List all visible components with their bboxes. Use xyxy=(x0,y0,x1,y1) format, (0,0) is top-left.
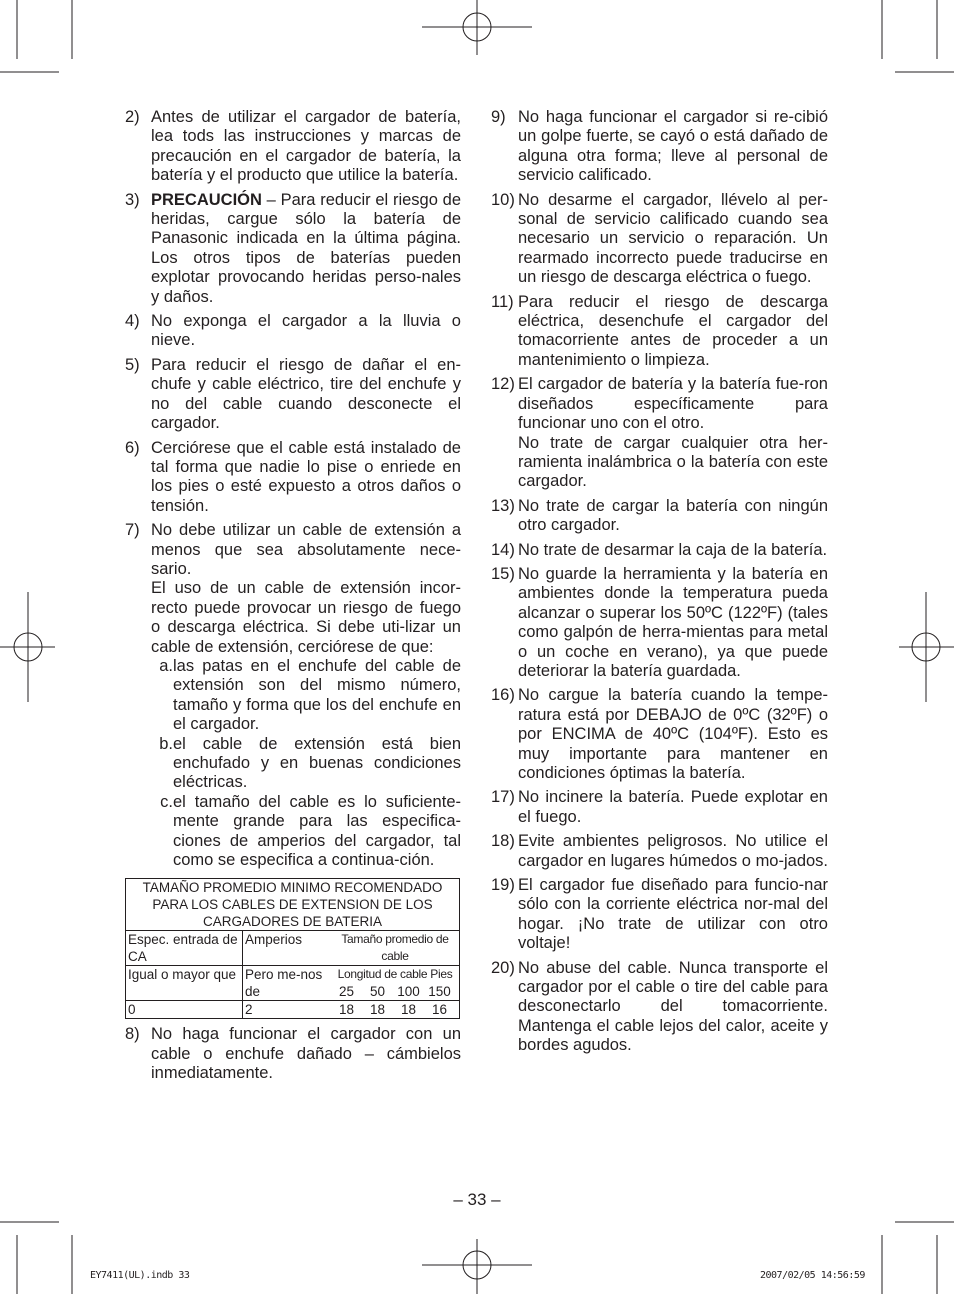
item-number: 15) xyxy=(491,564,515,583)
item-text: No trate de cargar la batería con ningún otro cargador. xyxy=(518,496,828,535)
item-text: No cargue la batería cuando la tempe-ratura está por DEBAJO de 0ºC (32ºF) o por ENCIMA de 40ºC (104ºF). Esto es muy importante para mantener en condiciones óptimas la batería. xyxy=(518,686,828,782)
list-item xyxy=(491,788,828,827)
paragraph: No trate de cargar cualquier otra her-ramienta inalámbrica o la batería con este cargador. xyxy=(518,433,828,491)
length-cell: 150 xyxy=(428,984,451,1000)
item-number: 11) xyxy=(491,292,514,311)
list-item xyxy=(125,312,461,351)
list-item xyxy=(491,541,828,560)
list-item xyxy=(125,1025,461,1083)
item-text: El cargador fue diseñado para funcio-nar sólo con la corriente eléctrica nor-mal del hogar. ¡No trate de utilizar con otro voltaje! xyxy=(518,876,828,953)
item-text: Para reducir el riesgo de dañar el en-chufe y cable eléctrico, tire del enchufe y no del cable cuando desconecte el cargador. xyxy=(151,355,461,433)
item-number: 19) xyxy=(491,876,515,895)
item-text: Antes de utilizar el cargador de batería, lea tods las instrucciones y marcas de precaución en el cargador de batería, la batería y el producto que utilice la batería. xyxy=(151,108,461,185)
paragraph: El uso de un cable de extensión incor-recto puede provocar un riesgo de fuego o descarga eléctrica. Si debe uti-lizar un cable de extensión, cerciórese de que: xyxy=(151,579,461,656)
item-number: 7) xyxy=(125,521,140,540)
item-number: 5) xyxy=(125,355,140,374)
sub-item xyxy=(151,657,461,735)
gauge-cell: 18 xyxy=(400,1002,417,1018)
item-text: No desarme el cargador, llévelo al per-sonal de servicio calificado cuando sea necesario un servicio o reparación. Un rearmado incorrecto puede traducirse en un riesgo de descarga eléctrica o fuego. xyxy=(518,190,828,287)
length-label: Longitud de cable Pies xyxy=(337,967,453,982)
item-text: Cerciórese que el cable está instalado de tal forma que nadie lo pise o enriede en los pies o esté expuesto a otros daños o tensión. xyxy=(151,438,461,515)
list-item xyxy=(491,191,828,288)
item-number: 17) xyxy=(491,788,515,807)
item-number: 9) xyxy=(491,108,506,126)
list-item xyxy=(491,959,828,1056)
item-number: 4) xyxy=(125,312,140,331)
sub-item-text: el tamaño del cable es lo suficiente-mente grande para las especifica-ciones de amperios del cargador, tal como se especifica a continua-ción. xyxy=(173,792,461,870)
item-text: No abuse del cable. Nunca transporte el cargador por el cable o tire del cable para desconectarlo del tomacorriente. Mantenga el cable lejos del calor, aceite y bordes agudos. xyxy=(518,958,828,1055)
sub-item-label: a. xyxy=(159,656,173,675)
list-item xyxy=(125,108,461,186)
table-subheader: Igual o mayor que xyxy=(126,966,243,1001)
table-subheader: Pero me-nos de xyxy=(243,966,332,1001)
gauge-cell: 16 xyxy=(431,1002,448,1018)
caution-label: PRECAUCIÓN xyxy=(151,190,262,209)
length-cell: 100 xyxy=(397,984,420,1000)
item-text: No incinere la batería. Puede explotar en el fuego. xyxy=(518,788,828,826)
list-item xyxy=(491,108,828,186)
item-text xyxy=(151,191,461,307)
table-title: TAMAÑO PROMEDIO MINIMO RECOMENDADO PARA LOS CABLES DE EXTENSION DE LOS CARGADORES DE BATERIA xyxy=(126,879,460,931)
table-header: Espec. entrada de CA xyxy=(126,931,243,966)
table-subheader xyxy=(331,966,460,1001)
paragraph: No debe utilizar un cable de extensión a menos que sea absolutamente nece-sario. xyxy=(151,521,461,578)
left-column xyxy=(125,108,461,1089)
table-cell xyxy=(331,1001,460,1019)
sub-item xyxy=(151,793,461,871)
sub-item-label: b. xyxy=(159,734,173,753)
gauge-cell: 18 xyxy=(369,1002,386,1018)
extension-cable-table xyxy=(125,878,460,1019)
list-item xyxy=(491,565,828,681)
list-item xyxy=(125,191,461,307)
paragraph: El cargador de batería y la batería fue-ron diseñados específicamente para funcionar uno con el otro. xyxy=(518,375,828,433)
file-slug: EY7411(UL).indb 33 xyxy=(90,1270,190,1281)
sub-item-label: c. xyxy=(160,792,173,811)
item-number: 13) xyxy=(491,496,515,515)
table-cell: 2 xyxy=(243,1001,332,1019)
sub-item-text: las patas en el enchufe del cable de extensión son del mismo número, tamaño y forma que los del enchufe en el cargador. xyxy=(173,656,461,734)
item-text xyxy=(151,521,461,870)
table-row xyxy=(126,1001,460,1019)
item-number: 18) xyxy=(491,832,515,851)
right-column xyxy=(491,108,828,1061)
item-number: 20) xyxy=(491,958,515,977)
table-header: Tamaño promedio de cable xyxy=(331,931,460,966)
item-number: 6) xyxy=(125,438,140,457)
item-text xyxy=(518,375,828,491)
list-item xyxy=(491,497,828,536)
item-text: No haga funcionar el cargador si re-cibió un golpe fuerte, se cayó o está dañado de alguna otra forma; lleve al personal de servicio calificado. xyxy=(518,108,828,185)
list-item xyxy=(125,439,461,517)
length-cell: 50 xyxy=(369,984,386,1000)
length-cell: 25 xyxy=(338,984,355,1000)
list-item xyxy=(491,293,828,371)
timestamp-slug: 2007/02/05 14:56:59 xyxy=(760,1270,865,1281)
list-item xyxy=(491,686,828,783)
item-text: No exponga el cargador a la lluvia o nieve. xyxy=(151,312,461,350)
page-number: – 33 – xyxy=(453,1190,501,1209)
table-cell: 0 xyxy=(126,1001,243,1019)
list-item xyxy=(491,832,828,871)
item-number: 10) xyxy=(491,190,515,209)
list-item xyxy=(491,375,828,491)
item-number: 2) xyxy=(125,108,140,126)
length-values xyxy=(331,983,459,1000)
item-text: No guarde la herramienta y la batería en ambientes donde la temperatura pueda alcanzar o superar los 50ºC (122ºF) (tales como galpón de herra-mientas para metal o un coche en verano), ya que puede deteriorar la batería guardada. xyxy=(518,564,828,680)
caution-text: – Para reducir el riesgo de heridas, cargue sólo la batería de Panasonic indicada en la última página. Los otros tipos de baterías pueden explotar provocando heridas perso-nales y daños. xyxy=(151,190,461,306)
item-text: Evite ambientes peligrosos. No utilice el cargador en lugares húmedos o mo-jados. xyxy=(518,832,829,870)
item-number: 12) xyxy=(491,375,515,394)
item-text: No haga funcionar el cargador con un cable o enchufe dañado – cámbielos inmediatamente. xyxy=(151,1025,461,1083)
item-number: 8) xyxy=(125,1025,140,1044)
table-header: Amperios xyxy=(243,931,332,966)
gauge-cell: 18 xyxy=(338,1002,355,1018)
sub-item-text: el cable de extensión está bien enchufado y en buenas condiciones eléctricas. xyxy=(173,734,461,792)
item-number: 3) xyxy=(125,190,140,209)
item-text: No trate de desarmar la caja de la batería. xyxy=(518,540,828,559)
item-number: 16) xyxy=(491,686,515,705)
gauge-values xyxy=(331,1001,459,1018)
list-item xyxy=(125,356,461,434)
list-item xyxy=(125,521,461,870)
sub-item xyxy=(151,735,461,793)
item-text: Para reducir el riesgo de descarga eléctrica, desenchufe el cargador del tomacorriente antes de proceder a un mantenimiento o limpieza. xyxy=(518,292,828,369)
item-number: 14) xyxy=(491,540,515,559)
list-item xyxy=(491,876,828,954)
